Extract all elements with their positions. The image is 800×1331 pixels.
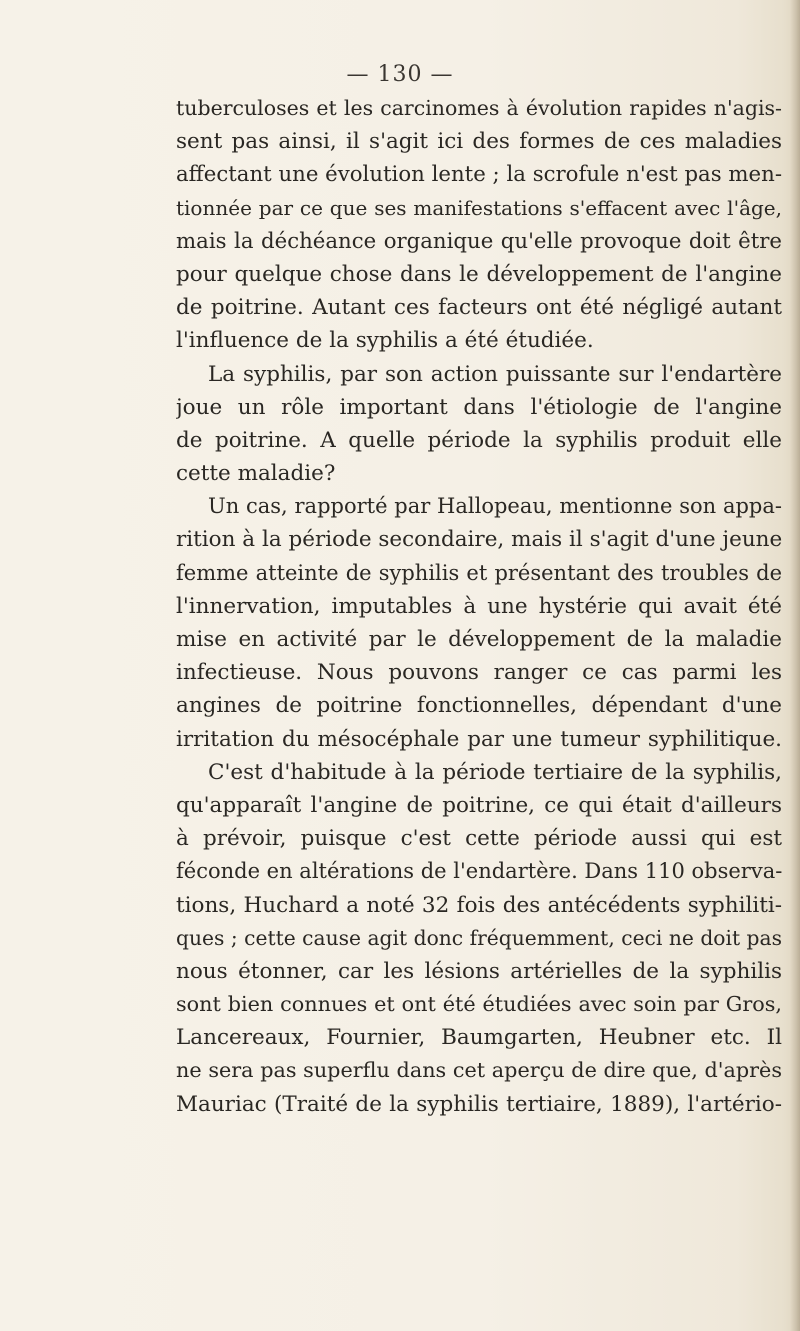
text-line: infectieuse. Nous pouvons ranger ce cas parmi les [176,660,782,686]
text-line: joue un rôle important dans l'étiologie de l'angine [176,394,782,420]
text-line: l'influence de la syphilis a été étudiée. [176,328,594,354]
text-line: féconde en altérations de l'endartère. Dans 110 observa- [176,859,782,884]
text-line: nous étonner, car les lésions artérielles de la syphilis [176,958,782,984]
paragraph-start-line: Un cas, rapporté par Hallopeau, mentionne son appa- [208,494,782,519]
text-line: ques ; cette cause agit donc fréquemment, ceci ne doit pas [176,925,782,950]
text-line: mais la déchéance organique qu'elle provoque doit être [176,228,782,254]
text-line: sont bien connues et ont été étudiées avec soin par Gros, [176,992,782,1017]
text-line: tions, Huchard a noté 32 fois des antécédents syphiliti- [176,892,782,918]
paragraph-start-line: La syphilis, par son action puissante sur l'endartère [208,361,782,387]
paragraph-start-line: C'est d'habitude à la période tertiaire de la syphilis, [208,759,782,785]
text-line: tionnée par ce que ses manifestations s'effacent avec l'âge, [176,195,782,220]
text-line: femme atteinte de syphilis et présentant des troubles de [176,560,782,585]
page-edge-shadow [790,0,800,1331]
text-line: irritation du mésocéphale par une tumeur syphilitique. [176,726,782,752]
text-line: qu'apparaît l'angine de poitrine, ce qui était d'ailleurs [176,792,782,818]
text-line: l'innervation, imputables à une hystérie qui avait été [176,593,782,619]
text-line: de poitrine. A quelle période la syphilis produit elle [176,427,782,453]
text-line: sent pas ainsi, il s'agit ici des formes de ces maladies [176,129,782,155]
text-line: angines de poitrine fonctionnelles, dépendant d'une [176,693,782,719]
text-line: Lancereaux, Fournier, Baumgarten, Heubner etc. Il [176,1025,782,1051]
text-line: rition à la période secondaire, mais il s'agit d'une jeune [176,527,782,553]
text-line: mise en activité par le développement de la maladie [176,627,782,652]
text-line: à prévoir, puisque c'est cette période aussi qui est [176,826,782,852]
text-line: de poitrine. Autant ces facteurs ont été négligé autant [176,295,782,321]
text-line: tuberculoses et les carcinomes à évolution rapides n'agis- [176,96,782,120]
text-line: cette maladie? [176,461,336,487]
text-line: affectant une évolution lente ; la scrofule n'est pas men- [176,162,782,188]
text-line: pour quelque chose dans le développement de l'angine [176,261,782,287]
text-line: Mauriac (Traité de la syphilis tertiaire, 1889), l'artério- [176,1091,782,1117]
body-text [176,92,782,1121]
page-number: — 130 — [346,62,454,87]
text-line: ne sera pas superflu dans cet aperçu de dire que, d'après [176,1058,782,1083]
